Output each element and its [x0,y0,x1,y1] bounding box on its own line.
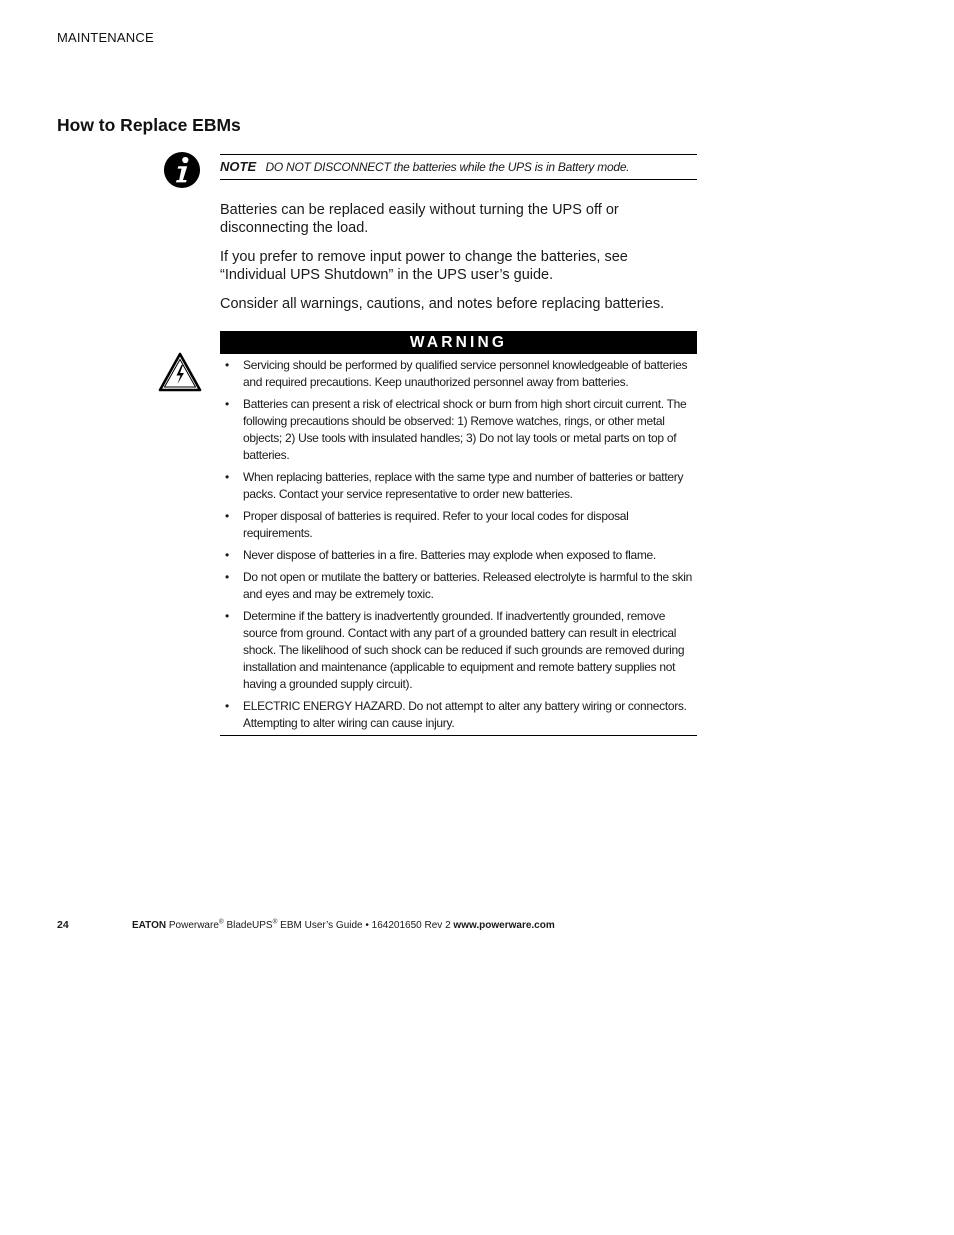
page-title: How to Replace EBMs [57,115,241,135]
footer-product-powerware: Powerware [168,920,219,931]
warning-header: WARNING [220,331,697,354]
paragraph-replace-easily: Batteries can be replaced easily without turning the UPS off or disconnecting the load. [220,202,619,236]
warning-item-shock-precautions: • Batteries can present a risk of electrical shock or burn from high short circuit current. The following precautions should be observed: 1) Remove watches, rings, or other metal objects; 2) Use tools with insulated handles; 3) Do not lay tools or metal parts on top of batteries. [220,396,697,464]
footer-doc-title: EBM User’s Guide • 164201650 Rev 2 [277,920,454,931]
paragraph-remove-input-power: If you prefer to remove input power to change the batteries, see “Individual UPS Shutdown” in the UPS user’s guide. [220,249,628,283]
warning-box [220,331,697,736]
warning-item-replace-same-type: • When replacing batteries, replace with the same type and number of batteries or battery packs. Contact your service representative to order new batteries. [220,469,697,503]
note-box [220,154,697,180]
warning-item-no-mutilate: • Do not open or mutilate the battery or batteries. Released electrolyte is harmful to the skin and eyes and may be extremely toxic. [220,569,697,603]
page-number: 24 [57,919,69,931]
warning-item-energy-hazard: • ELECTRIC ENERGY HAZARD. Do not attempt to alter any battery wiring or connectors. Attempting to alter wiring can cause injury. [220,698,697,732]
footer-brand: EATON [132,920,167,931]
warning-item-proper-disposal: • Proper disposal of batteries is required. Refer to your local codes for disposal requirements. [220,508,697,542]
registered-mark: ® [218,918,224,926]
paragraph-consider-warnings: Consider all warnings, cautions, and notes before replacing batteries. [220,296,665,312]
electrical-hazard-icon [158,352,202,392]
warning-list [220,357,697,732]
warning-item-qualified-personnel: • Servicing should be performed by qualified service personnel knowledgeable of batteries and required precautions. Keep unauthorized personnel away from batteries. [220,357,697,391]
registered-mark: ® [272,918,278,926]
warning-item-grounded-battery: • Determine if the battery is inadvertently grounded. If inadvertently grounded, remove source from ground. Contact with any part of a grounded battery can result in electrical shock. The likelihood of such shock can be reduced if such grounds are removed during installation and maintenance (applicable to equipment and remote battery supplies not having a grounded supply circuit). [220,608,697,693]
note-text: DO NOT DISCONNECT the batteries while the UPS is in Battery mode. [265,160,630,174]
footer [132,920,555,931]
section-header: MAINTENANCE [57,30,154,45]
footer-website: www.powerware.com [453,920,555,931]
warning-item-no-fire: • Never dispose of batteries in a fire. Batteries may explode when exposed to flame. [220,547,697,564]
footer-product-bladeups: BladeUPS [223,920,273,931]
info-icon [163,151,201,189]
note-label: NOTE [220,159,257,174]
